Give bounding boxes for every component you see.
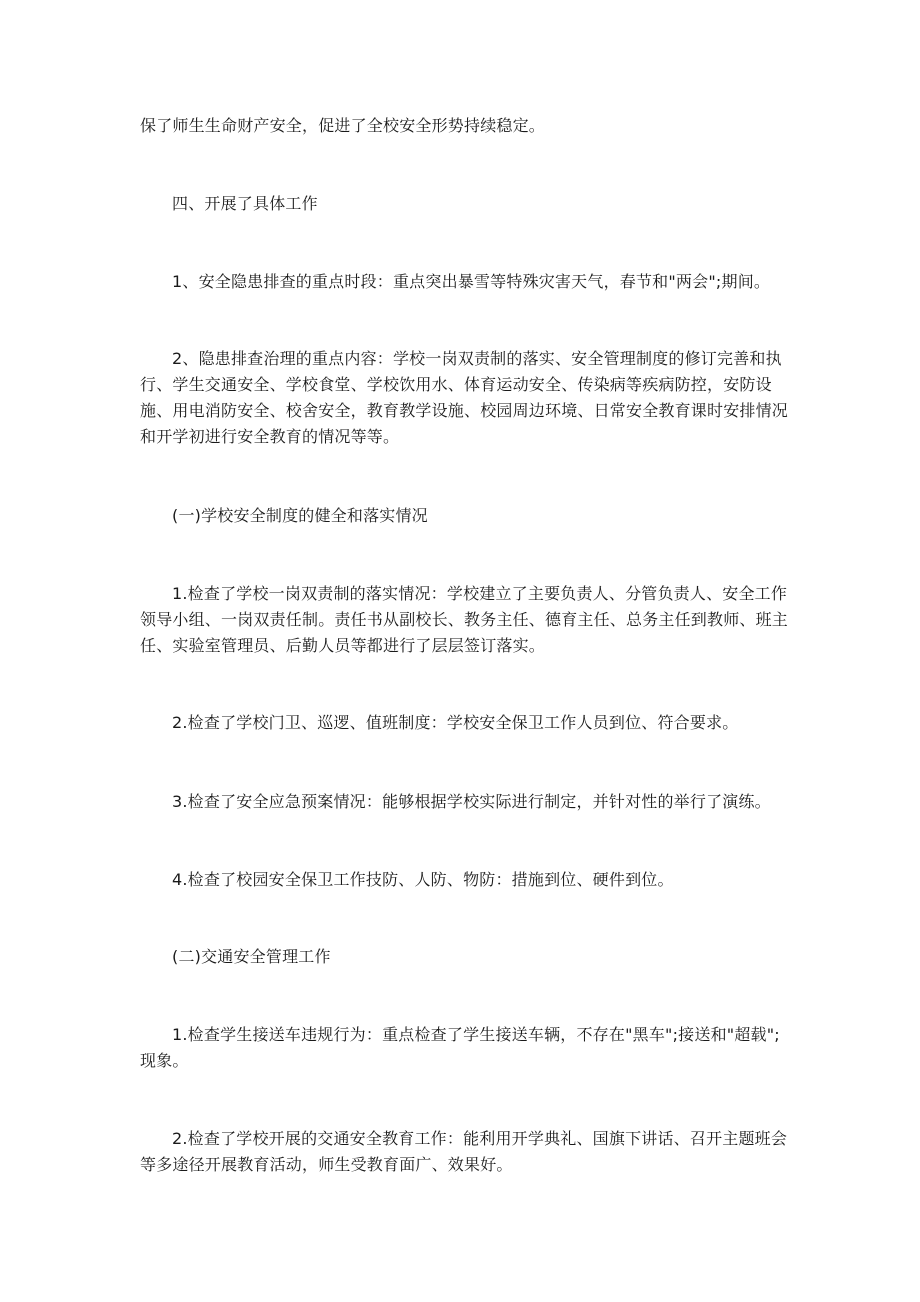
paragraph-key-periods: 1、安全隐患排查的重点时段：重点突出暴雪等特殊灾害天气，春节和"两会";期间。 — [172, 272, 771, 291]
subsection-heading-2: (二)交通安全管理工作 — [172, 947, 331, 966]
paragraph-item-1-3: 3.检查了安全应急预案情况：能够根据学校实际进行制定，并针对性的举行了演练。 — [172, 792, 771, 811]
paragraph-item-1-1: 1.检查了学校一岗双责制的落实情况：学校建立了主要负责人、分管负责人、安全工作领导小组、一岗双责任制。责任书从副校长、教务主任、德育主任、总务主任到教师、班主任、实验室管理员、后勤人员等都进行了层层签订落实。 — [140, 584, 789, 655]
subsection-heading-1: (一)学校安全制度的健全和落实情况 — [172, 506, 428, 525]
paragraph-item-1-2: 2.检查了学校门卫、巡逻、值班制度：学校安全保卫工作人员到位、符合要求。 — [172, 713, 739, 732]
section-heading-4: 四、开展了具体工作 — [172, 194, 318, 213]
paragraph-continuation: 保了师生生命财产安全，促进了全校安全形势持续稳定。 — [140, 116, 546, 135]
paragraph-item-2-1: 1.检查学生接送车违规行为：重点检查了学生接送车辆，不存在"黑车";接送和"超载";现象。 — [140, 1025, 780, 1070]
paragraph-key-content: 2、隐患排查治理的重点内容：学校一岗双责制的落实、安全管理制度的修订完善和执行、学生交通安全、学校食堂、学校饮用水、体育运动安全、传染病等疾病防控，安防设施、用电消防安全、校舍安全，教育教学设施、校园周边环境、日常安全教育课时安排情况和开学初进行安全教育的情况等等。 — [140, 349, 789, 446]
paragraph-item-1-4: 4.检查了校园安全保卫工作技防、人防、物防：措施到位、硬件到位。 — [172, 870, 674, 889]
paragraph-item-2-2: 2.检查了学校开展的交通安全教育工作：能利用开学典礼、国旗下讲话、召开主题班会等多途径开展教育活动，师生受教育面广、效果好。 — [140, 1129, 788, 1174]
